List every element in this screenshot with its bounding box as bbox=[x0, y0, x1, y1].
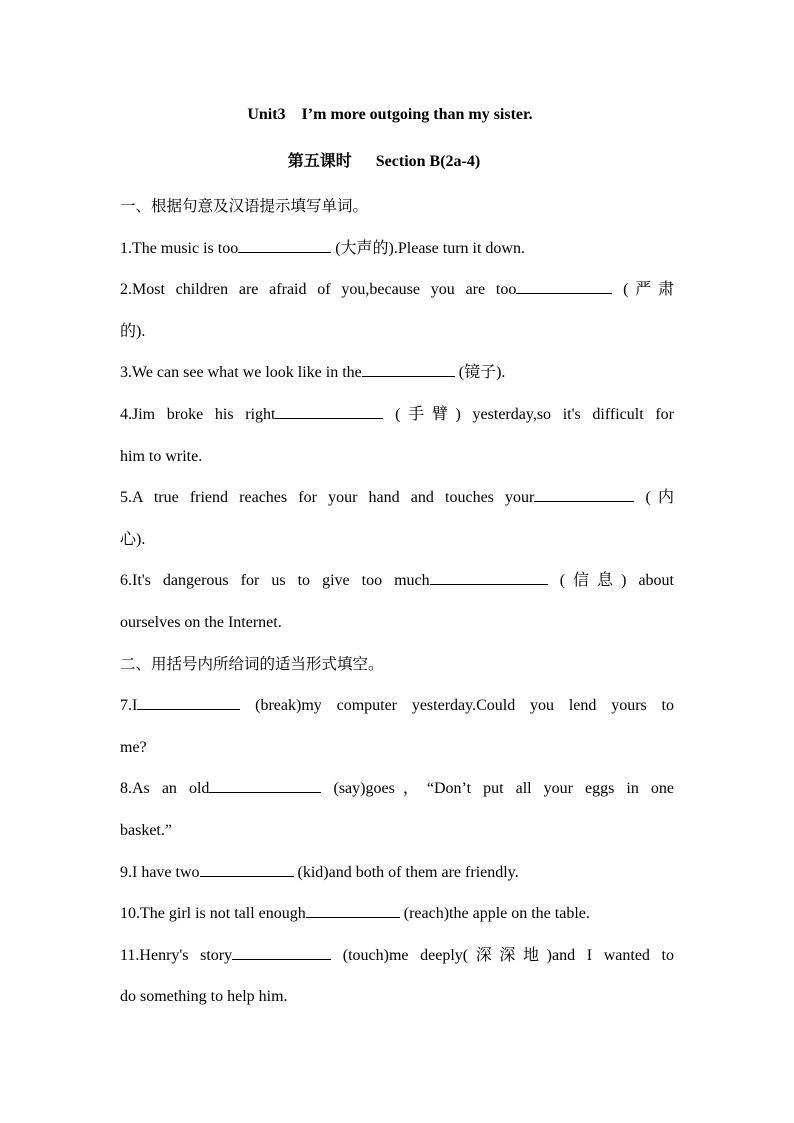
page-subtitle: 第五课时 Section B(2a-4) bbox=[287, 153, 481, 170]
question-6-text: 6.It's dangerous for us to give too much bbox=[120, 572, 430, 590]
question-2-hint: (严肃 bbox=[612, 281, 674, 299]
question-6-continued: ourselves on the Internet. bbox=[120, 613, 282, 631]
question-7-continued: me? bbox=[120, 738, 147, 756]
question-11-hint: (touch)me deeply(深深地)and I wanted to bbox=[331, 946, 674, 964]
exercise-content bbox=[120, 186, 674, 1018]
answer-blank-3[interactable] bbox=[362, 362, 455, 377]
question-7-text: 7.I bbox=[120, 697, 138, 715]
answer-blank-1[interactable] bbox=[238, 238, 331, 253]
question-11 bbox=[120, 935, 674, 977]
question-8-continued: basket.” bbox=[120, 821, 172, 839]
answer-blank-10[interactable] bbox=[306, 903, 400, 918]
question-1-hint: (大声的).Please turn it down. bbox=[331, 239, 525, 257]
answer-blank-11[interactable] bbox=[232, 945, 331, 960]
question-9 bbox=[120, 852, 674, 894]
question-3 bbox=[120, 352, 674, 394]
answer-blank-8[interactable] bbox=[209, 778, 321, 793]
page-title: Unit3 I’m more outgoing than my sister. bbox=[247, 106, 533, 123]
question-3-hint: (镜子). bbox=[454, 364, 506, 382]
question-9-text: 9.I have two bbox=[120, 863, 200, 881]
question-4-text: 4.Jim broke his right bbox=[120, 405, 276, 423]
question-10-hint: (reach)the apple on the table. bbox=[399, 905, 590, 923]
answer-blank-2[interactable] bbox=[516, 279, 612, 294]
question-6 bbox=[120, 560, 674, 602]
question-8-text: 8.As an old bbox=[120, 780, 210, 798]
question-2-text: 2.Most children are afraid of you,because you are too bbox=[120, 281, 517, 299]
question-3-text: 3.We can see what we look like in the bbox=[120, 364, 362, 382]
answer-blank-6[interactable] bbox=[430, 570, 548, 585]
question-4-continued: him to write. bbox=[120, 447, 203, 465]
question-7 bbox=[120, 685, 674, 727]
question-9-hint: (kid)and both of them are friendly. bbox=[293, 863, 519, 881]
question-2 bbox=[120, 269, 674, 311]
question-5-continued: 心). bbox=[120, 530, 146, 548]
question-6-hint: (信息) about bbox=[547, 572, 674, 590]
question-5 bbox=[120, 477, 674, 519]
answer-blank-9[interactable] bbox=[200, 862, 294, 877]
question-4 bbox=[120, 394, 674, 436]
question-10-text: 10.The girl is not tall enough bbox=[120, 905, 306, 923]
question-8 bbox=[120, 768, 674, 810]
question-4-hint: (手臂) yesterday,so it's difficult for bbox=[383, 405, 674, 423]
answer-blank-5[interactable] bbox=[534, 487, 634, 502]
question-5-hint: (内 bbox=[634, 489, 674, 507]
question-10 bbox=[120, 893, 674, 935]
question-8-hint: (say)goes，“Don’t put all your eggs in one bbox=[321, 780, 674, 798]
question-1-text: 1.The music is too bbox=[120, 239, 239, 257]
answer-blank-7[interactable] bbox=[137, 695, 240, 710]
section1-heading: 一、根据句意及汉语提示填写单词。 bbox=[120, 197, 369, 215]
question-5-text: 5.A true friend reaches for your hand and touches your bbox=[120, 489, 535, 507]
section2-heading: 二、用括号内所给词的适当形式填空。 bbox=[120, 654, 384, 673]
question-11-text: 11.Henry's story bbox=[120, 946, 233, 964]
answer-blank-4[interactable] bbox=[275, 404, 383, 419]
question-1 bbox=[120, 228, 674, 270]
question-11-continued: do something to help him. bbox=[120, 988, 288, 1006]
question-7-hint: (break)my computer yesterday.Could you lend yours to bbox=[240, 697, 674, 715]
question-2-continued: 的). bbox=[120, 322, 146, 340]
